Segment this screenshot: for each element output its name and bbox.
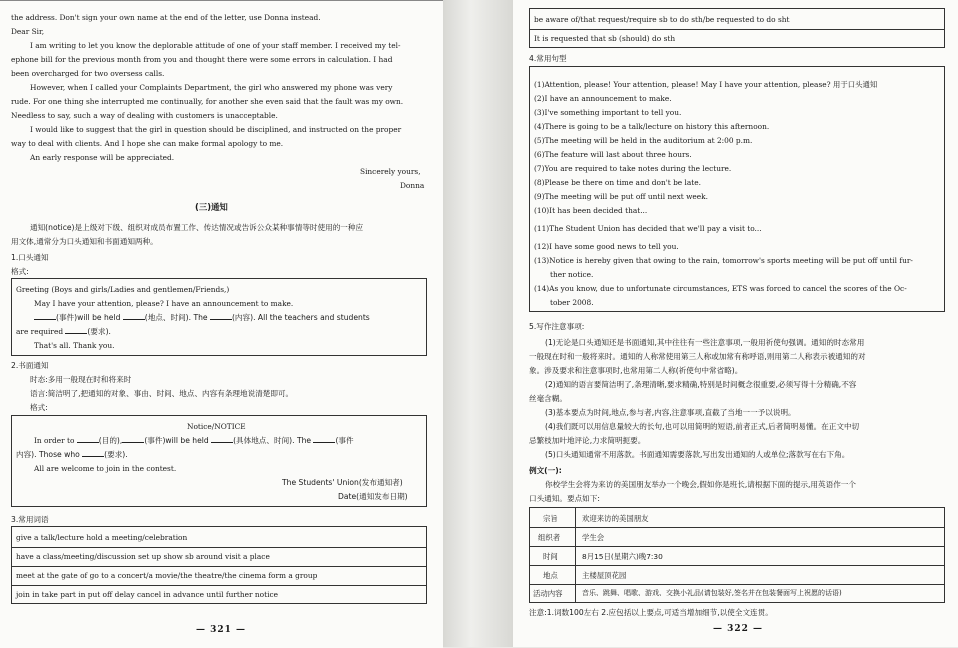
sentences-box [529, 66, 945, 312]
sentence: (8)Please be there on time and don't be late. [534, 178, 701, 187]
written-tense: 时态:多用一般现在时和将来时 [30, 375, 132, 384]
example-heading: 例文(一): [529, 466, 562, 475]
paragraph-line: rude. For one thing she interrupted me continually, for another she even said that the fault was my own. [11, 97, 404, 106]
page-number: — 322 — [713, 624, 764, 634]
phrase-row: It is requested that sb (should) do sth [534, 34, 676, 43]
sentence: (4)There is going to be a talk/lecture on history this afternoon. [534, 122, 770, 131]
written-box-line: In order to (目的), (事件)will be held (具体地点、时间). The (事件 [34, 436, 354, 445]
sentence: (9)The meeting will be put off until next week. [534, 192, 708, 201]
table-label: 时间 [543, 552, 558, 561]
paragraph-line: Needless to say, such a way of dealing with customers is unacceptable. [11, 111, 278, 120]
written-language: 语言:简洁明了,把通知的对象、事由、时间、地点、内容有条理地说清楚即可。 [30, 389, 294, 398]
left-page [0, 0, 443, 648]
written-box-line: All are welcome to join in the contest. [34, 464, 177, 473]
phrase-row: give a talk/lecture hold a meeting/celebration [16, 533, 188, 542]
oral-box-line: are required (要求). [16, 327, 111, 336]
phrase-row: join in take part in put off delay cancel in advance until further notice [16, 590, 278, 599]
notes-heading: 5.写作注意事项: [529, 322, 585, 331]
paragraph-line: way to deal with clients. And I hope she can make formal apology to me. [11, 139, 284, 148]
written-notice-box [11, 415, 427, 507]
paragraph-line: ephone bill for the previous month from you and thought there were some errors in calculation. I had [11, 55, 393, 64]
note-line: 一般现在时和一般将来时。通知的人称常使用第三人称或加常有称呼语,则用第二人称表示被通知的对 [529, 352, 866, 361]
example-table [529, 507, 945, 603]
sentence: ther notice. [550, 270, 594, 279]
right-page [513, 0, 958, 647]
table-label: 地点 [543, 571, 558, 580]
note-line: (5)口头通知通常不用落款。书面通知需要落款,写出发出通知的人或单位;落款写在右下角。 [545, 450, 850, 459]
letter-intro: the address. Don't sign your own name at the end of the letter, use Donna instead. [11, 13, 321, 22]
paragraph-line: However, when I called your Complaints Department, the girl who answered my phone was very [30, 83, 393, 92]
sentence: tober 2008. [550, 298, 594, 307]
closing: Sincerely yours, [360, 167, 421, 176]
note-line: (3)基本要点为时间,地点,参与者,内容,注意事项,直截了当地一一予以说明。 [545, 408, 796, 417]
example-line: 你校学生会将为来访的美国朋友举办一个晚会,假如你是班长,请根据下面的提示,用英语作一个 [545, 480, 856, 489]
oral-heading: 1.口头通知 [11, 253, 49, 262]
sentence: (13)Notice is hereby given that owing to the rain, tomorrow's sports meeting will be put off until fur- [534, 256, 913, 265]
sentence: (11)The Student Union has decided that we'll pay a visit to... [534, 224, 762, 233]
phrase-row: have a class/meeting/discussion set up show sb around visit a place [16, 552, 270, 561]
page-number: — 321 — [196, 625, 247, 635]
phrase-row: be aware of/that request/require sb to do sth/be requested to do sht [534, 15, 790, 24]
format-label: 格式: [11, 267, 29, 276]
paragraph-line: I would like to suggest that the girl in question should be disciplined, and instructed on the proper [30, 125, 402, 134]
note-line: (4)我们既可以用信息量较大的长句,也可以用简明的短语,前者正式,后者简明易懂。在正文中切 [545, 422, 860, 431]
oral-notice-box [11, 278, 427, 356]
written-heading: 2.书面通知 [11, 361, 49, 370]
intro-line: 通知(notice)是上级对下级、组织对成员布置工作、传达情况或告诉公众某种事情等时使用的一种应 [30, 223, 364, 232]
table-value: 8月15日(星期六)晚7:30 [582, 552, 663, 561]
sentence: (12)I have some good news to tell you. [534, 242, 679, 251]
sentence: (1)Attention, please! Your attention, please! May I have your attention, please? 用于口头通知 [534, 80, 878, 89]
table-value: 音乐、跳舞、唱歌、游戏、交换小礼品(请包装好,签名并在包装餐面写上祝愿的话语) [582, 589, 842, 597]
written-box-signer: The Students' Union(发布通知者) [282, 478, 403, 487]
note-line: 丝毫含糊。 [529, 394, 567, 403]
table-label: 宗旨 [543, 514, 558, 523]
section-title: (三)通知 [195, 202, 228, 212]
oral-box-line: Greeting (Boys and girls/Ladies and gentlemen/Friends,) [16, 285, 230, 294]
written-box-line: 内容). Those who (要求). [16, 450, 128, 459]
phrases-table-continued [529, 8, 945, 48]
notice-title: Notice/NOTICE [187, 422, 246, 431]
sentences-heading: 4.常用句型 [529, 54, 567, 63]
example-line: 口头通知。要点如下: [529, 494, 600, 503]
sentence: (7)You are required to take notes during the lecture. [534, 164, 732, 173]
oral-box-line: May I have your attention, please? I have an announcement to make. [34, 299, 294, 308]
table-value: 学生会 [582, 533, 605, 542]
salutation: Dear Sir, [11, 27, 45, 36]
oral-box-line: That's all. Thank you. [34, 341, 115, 350]
oral-box-line: (事件)will be held (地点、时间). The (内容). All the teachers and students [34, 313, 370, 322]
written-format: 格式: [30, 403, 48, 412]
paragraph-line: I am writing to let you know the deplorable attitude of one of your staff member. I received my tel- [30, 41, 401, 50]
paragraph-line: been overcharged for two oversess calls. [11, 69, 165, 78]
table-value: 主楼屋顶花园 [582, 571, 627, 580]
phrase-row: meet at the gate of go to a concert/a movie/the theatre/the cinema form a group [16, 571, 318, 580]
intro-line: 用文体,通常分为口头通知和书面通知两种。 [11, 237, 158, 246]
table-label: 活动内容 [533, 589, 563, 598]
note-line: (2)通知的语言要简洁明了,条理清晰,要求精确,特别是时间概念很重要,必须写得十分精确,不容 [545, 380, 857, 389]
sentence: (3)I've something important to tell you. [534, 108, 682, 117]
footnote: 注意:1.词数100左右 2.应包括以上要点,可适当增加细节,以使全文连贯。 [529, 608, 773, 617]
written-box-date: Date(通知发布日期) [338, 492, 408, 501]
paragraph-line: An early response will be appreciated. [30, 153, 175, 162]
note-line: 象。涉及要求和注意事项时,也常用第二人称(祈使句中常省略)。 [529, 366, 743, 375]
note-line: 忌繁枝加叶地评论,力求简明扼要。 [529, 436, 646, 445]
sentence: (5)The meeting will be held in the auditorium at 2:00 p.m. [534, 136, 753, 145]
note-line: (1)无论是口头通知还是书面通知,其中往往有一些注意事项,一般用祈使句强调。通知的时态常用 [545, 338, 865, 347]
phrases-table [11, 526, 427, 604]
table-value: 欢迎来访的美国朋友 [582, 514, 649, 523]
sentence: (2)I have an announcement to make. [534, 94, 672, 103]
sentence: (10)It has been decided that... [534, 206, 648, 215]
table-label: 组织者 [538, 533, 561, 542]
sentence: (14)As you know, due to unfortunate circumstances, ETS was forced to cancel the scores of the Oc- [534, 284, 907, 293]
phrases-heading: 3.常用词语 [11, 515, 49, 524]
book-gutter [443, 0, 513, 647]
sentence: (6)The feature will last about three hours. [534, 150, 692, 159]
signature: Donna [400, 181, 425, 190]
